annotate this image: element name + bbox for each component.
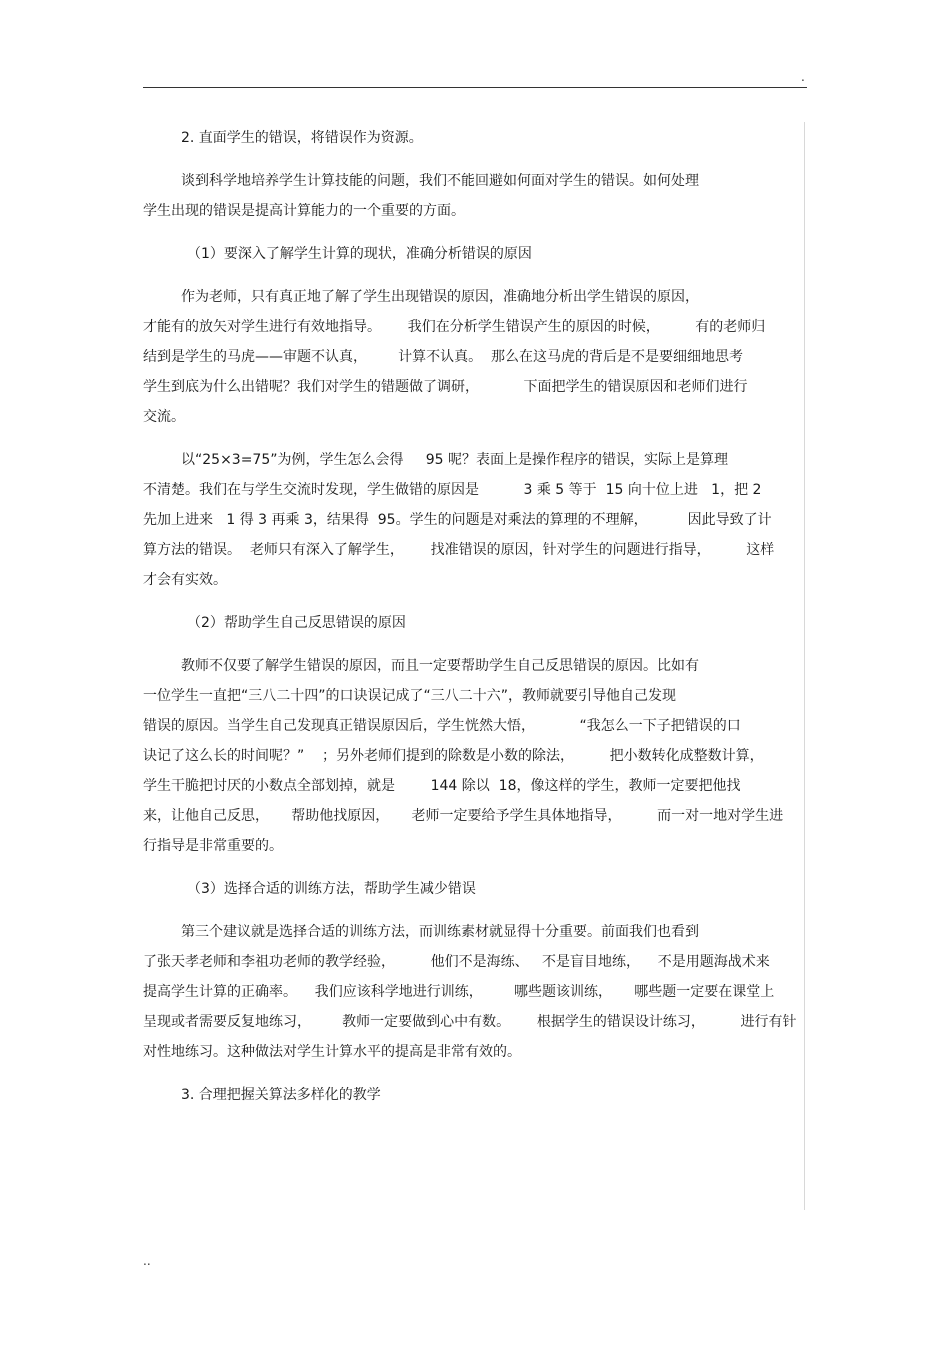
text-line: 不清楚。我们在与学生交流时发现，学生做错的原因是 3 乘 5 等于 15 向十位上进 1，把 2 — [143, 482, 762, 498]
text-line: 才会有实效。 — [143, 572, 227, 588]
text-line: （1）要深入了解学生计算的现状，准确分析错误的原因 — [187, 246, 532, 262]
header-rule — [143, 87, 807, 88]
paragraph-spacer — [143, 904, 803, 917]
text-line: 教师不仅要了解学生错误的原因，而且一定要帮助学生自己反思错误的原因。比如有 — [181, 658, 699, 674]
paragraph — [143, 608, 803, 638]
paragraph — [143, 445, 803, 595]
text-line: 谈到科学地培养学生计算技能的问题，我们不能回避如何面对学生的错误。如何处理 — [181, 173, 699, 189]
text-line: 呈现或者需要反复地练习， 教师一定要做到心中有数。 根据学生的错误设计练习， 进行有针 — [143, 1014, 797, 1030]
text-line: 提高学生计算的正确率。 我们应该科学地进行训练， 哪些题该训练， 哪些题一定要在课堂上 — [143, 984, 775, 1000]
text-line: 先加上进来 1 得 3 再乘 3，结果得 95。学生的问题是对乘法的算理的不理解， 因此导致了计 — [143, 512, 772, 528]
paragraph — [143, 917, 803, 1067]
footer-dots: .. — [143, 1254, 151, 1268]
paragraph-spacer — [143, 432, 803, 445]
paragraph — [143, 282, 803, 432]
text-line: （3）选择合适的训练方法，帮助学生减少错误 — [187, 881, 476, 897]
paragraph-spacer — [143, 1067, 803, 1080]
text-line: 第三个建议就是选择合适的训练方法，而训练素材就显得十分重要。前面我们也看到 — [181, 924, 699, 940]
text-line: 错误的原因。当学生自己发现真正错误原因后，学生恍然大悟， “我怎么一下子把错误的口 — [143, 718, 741, 734]
paragraph — [143, 874, 803, 904]
text-line: 才能有的放矢对学生进行有效地指导。 我们在分析学生错误产生的原因的时候， 有的老师归 — [143, 319, 766, 335]
text-line: 学生出现的错误是提高计算能力的一个重要的方面。 — [143, 203, 465, 219]
paragraph — [143, 239, 803, 269]
text-line: 一位学生一直把“三八二十四”的口诀误记成了“三八二十六”，教师就要引导他自己发现 — [143, 688, 677, 704]
paragraph — [143, 123, 803, 153]
paragraph-spacer — [143, 861, 803, 874]
header-dot: . — [801, 70, 805, 84]
document-body — [143, 123, 803, 1110]
text-line: 对性地练习。这种做法对学生计算水平的提高是非常有效的。 — [143, 1044, 521, 1060]
text-line: 算方法的错误。 老师只有深入了解学生， 找准错误的原因，针对学生的问题进行指导， 这样 — [143, 542, 775, 558]
text-line: （2）帮助学生自己反思错误的原因 — [187, 615, 406, 631]
paragraph-spacer — [143, 226, 803, 239]
text-line: 以“25×3=75”为例，学生怎么会得 95 呢？表面上是操作程序的错误，实际上是算理 — [181, 452, 729, 468]
paragraph — [143, 1080, 803, 1110]
text-line: 学生到底为什么出错呢？我们对学生的错题做了调研， 下面把学生的错误原因和老师们进行 — [143, 379, 748, 395]
text-line: 2. 直面学生的错误，将错误作为资源。 — [181, 130, 423, 146]
text-line: 3. 合理把握关算法多样化的教学 — [181, 1087, 381, 1103]
paragraph-spacer — [143, 595, 803, 608]
paragraph — [143, 166, 803, 226]
paragraph-spacer — [143, 269, 803, 282]
paragraph — [143, 651, 803, 861]
paragraph-spacer — [143, 153, 803, 166]
text-line: 来，让他自己反思， 帮助他找原因， 老师一定要给予学生具体地指导， 而一对一地对学生进 — [143, 808, 784, 824]
text-line: 学生干脆把讨厌的小数点全部划掉，就是 144 除以 18，像这样的学生，教师一定要把他找 — [143, 778, 741, 794]
text-line: 行指导是非常重要的。 — [143, 838, 283, 854]
text-line: 结到是学生的马虎——审题不认真， 计算不认真。 那么在这马虎的背后是不是要细细地思考 — [143, 349, 744, 365]
text-line: 诀记了这么长的时间呢？” ；另外老师们提到的除数是小数的除法， 把小数转化成整数计算， — [143, 748, 764, 764]
text-line: 了张天孝老师和李祖功老师的教学经验， 他们不是海练、 不是盲目地练， 不是用题海战术来 — [143, 954, 770, 970]
text-line: 作为老师，只有真正地了解了学生出现错误的原因，准确地分析出学生错误的原因， — [181, 289, 699, 305]
paragraph-spacer — [143, 638, 803, 651]
right-margin-rule — [804, 122, 805, 1210]
text-line: 交流。 — [143, 409, 185, 425]
